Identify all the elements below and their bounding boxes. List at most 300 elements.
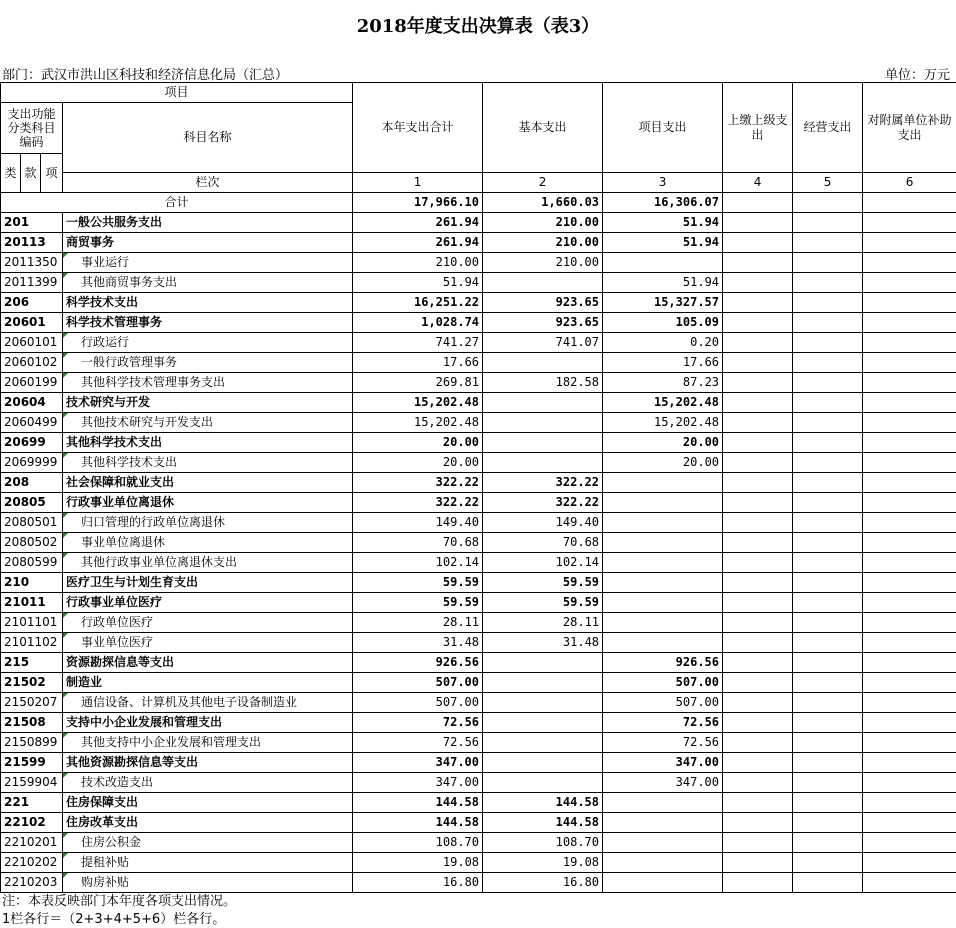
row-value-col3: 51.94	[603, 233, 723, 253]
table-row	[1, 673, 956, 693]
row-value-col6	[863, 453, 956, 473]
department-label: 部门：武汉市洪山区科技和经济信息化局（汇总）	[2, 68, 289, 83]
row-subject-name: 住房改革支出	[63, 813, 353, 833]
table-row	[1, 333, 956, 353]
lei-header: 类	[1, 154, 21, 193]
row-value-col2: 149.40	[483, 513, 603, 533]
row-value-col3: 0.20	[603, 333, 723, 353]
row-subject-name: 行政事业单位医疗	[63, 593, 353, 613]
row-value-col1: 72.56	[353, 733, 483, 753]
table-row	[1, 493, 956, 513]
note-line-1: 注：本表反映部门本年度各项支出情况。	[2, 894, 237, 909]
row-value-col1: 144.58	[353, 793, 483, 813]
row-value-col1: 144.58	[353, 813, 483, 833]
table-row	[1, 513, 956, 533]
row-value-col6	[863, 613, 956, 633]
row-value-col3	[603, 513, 723, 533]
row-value-col6	[863, 273, 956, 293]
total-label: 合计	[1, 193, 353, 213]
row-value-col5	[793, 413, 863, 433]
row-subject-name: 提租补贴	[63, 853, 353, 873]
row-value-col4	[723, 873, 793, 893]
row-value-col2: 19.08	[483, 853, 603, 873]
row-value-col5	[793, 253, 863, 273]
table-row	[1, 733, 956, 753]
row-subject-name: 其他支持中小企业发展和管理支出	[63, 733, 353, 753]
row-value-col1: 261.94	[353, 213, 483, 233]
table-row	[1, 353, 956, 373]
table-row	[1, 853, 956, 873]
row-value-col2: 182.58	[483, 373, 603, 393]
row-subject-name: 其他行政事业单位离退休支出	[63, 553, 353, 573]
table-row	[1, 473, 956, 493]
row-value-col2	[483, 453, 603, 473]
table-row	[1, 313, 956, 333]
row-value-col5	[793, 793, 863, 813]
row-value-col2: 31.48	[483, 633, 603, 653]
table-row	[1, 273, 956, 293]
code-header: 支出功能分类科目编码	[1, 103, 63, 154]
row-value-col4	[723, 273, 793, 293]
row-value-col6	[863, 233, 956, 253]
row-value-col5	[793, 573, 863, 593]
row-value-col3: 507.00	[603, 693, 723, 713]
row-value-col3: 15,202.48	[603, 413, 723, 433]
table-row	[1, 373, 956, 393]
row-value-col2: 59.59	[483, 573, 603, 593]
row-value-col1: 269.81	[353, 373, 483, 393]
row-value-col5	[793, 353, 863, 373]
row-value-col5	[793, 633, 863, 653]
table-row	[1, 833, 956, 853]
row-value-col1: 70.68	[353, 533, 483, 553]
row-value-col4	[723, 333, 793, 353]
row-value-col4	[723, 493, 793, 513]
row-value-col5	[793, 713, 863, 733]
row-value-col5	[793, 853, 863, 873]
row-value-col6	[863, 393, 956, 413]
row-subject-name: 其他资源勘探信息等支出	[63, 753, 353, 773]
row-value-col4	[723, 453, 793, 473]
row-code: 201	[1, 213, 63, 233]
row-value-col4	[723, 793, 793, 813]
row-code: 2150207	[1, 693, 63, 713]
row-value-col2	[483, 413, 603, 433]
row-code: 2060499	[1, 413, 63, 433]
row-value-col3: 72.56	[603, 713, 723, 733]
table-row	[1, 253, 956, 273]
row-value-col6	[863, 413, 956, 433]
row-value-col6	[863, 473, 956, 493]
row-value-col6	[863, 853, 956, 873]
row-value-col5	[793, 453, 863, 473]
row-value-col1: 19.08	[353, 853, 483, 873]
row-code: 2080599	[1, 553, 63, 573]
row-subject-name: 购房补贴	[63, 873, 353, 893]
row-value-col1: 741.27	[353, 333, 483, 353]
total-value-2: 1,660.03	[483, 193, 603, 213]
table-row	[1, 433, 956, 453]
table-row	[1, 553, 956, 573]
row-value-col4	[723, 233, 793, 253]
row-value-col3: 347.00	[603, 753, 723, 773]
row-code: 2210203	[1, 873, 63, 893]
row-value-col5	[793, 313, 863, 333]
row-value-col4	[723, 553, 793, 573]
total-value-1: 17,966.10	[353, 193, 483, 213]
row-code: 2060101	[1, 333, 63, 353]
table-row	[1, 293, 956, 313]
expenditure-table	[0, 82, 956, 893]
row-value-col5	[793, 233, 863, 253]
row-value-col4	[723, 773, 793, 793]
row-value-col4	[723, 393, 793, 413]
row-subject-name: 住房公积金	[63, 833, 353, 853]
row-code: 2210202	[1, 853, 63, 873]
row-value-col5	[793, 333, 863, 353]
row-value-col5	[793, 533, 863, 553]
row-value-col2	[483, 433, 603, 453]
row-value-col3	[603, 253, 723, 273]
row-code: 210	[1, 573, 63, 593]
row-value-col6	[863, 673, 956, 693]
row-value-col5	[793, 393, 863, 413]
row-value-col4	[723, 313, 793, 333]
row-code: 20805	[1, 493, 63, 513]
table-row	[1, 813, 956, 833]
row-value-col2: 322.22	[483, 493, 603, 513]
row-value-col1: 28.11	[353, 613, 483, 633]
row-value-col4	[723, 833, 793, 853]
row-value-col5	[793, 213, 863, 233]
row-subject-name: 住房保障支出	[63, 793, 353, 813]
row-subject-name: 制造业	[63, 673, 353, 693]
row-value-col1: 102.14	[353, 553, 483, 573]
row-value-col4	[723, 433, 793, 453]
row-value-col2: 210.00	[483, 233, 603, 253]
row-value-col1: 72.56	[353, 713, 483, 733]
row-value-col2: 210.00	[483, 253, 603, 273]
row-value-col5	[793, 653, 863, 673]
row-value-col6	[863, 213, 956, 233]
row-code: 2080502	[1, 533, 63, 553]
table-row	[1, 773, 956, 793]
row-code: 2011399	[1, 273, 63, 293]
row-value-col1: 16.80	[353, 873, 483, 893]
row-value-col1: 15,202.48	[353, 393, 483, 413]
row-subject-name: 行政单位医疗	[63, 613, 353, 633]
row-value-col1: 149.40	[353, 513, 483, 533]
row-value-col6	[863, 533, 956, 553]
row-value-col5	[793, 293, 863, 313]
row-value-col4	[723, 613, 793, 633]
table-row	[1, 573, 956, 593]
row-value-col5	[793, 813, 863, 833]
item-header: 项目	[1, 83, 353, 103]
row-value-col3	[603, 813, 723, 833]
row-subject-name: 医疗卫生与计划生育支出	[63, 573, 353, 593]
row-value-col2: 210.00	[483, 213, 603, 233]
row-value-col3	[603, 493, 723, 513]
col-num-1: 1	[353, 173, 483, 193]
col-header-3: 项目支出	[603, 83, 723, 173]
row-value-col3: 926.56	[603, 653, 723, 673]
row-value-col4	[723, 373, 793, 393]
row-value-col2: 144.58	[483, 793, 603, 813]
row-value-col5	[793, 593, 863, 613]
table-row	[1, 653, 956, 673]
row-code: 2069999	[1, 453, 63, 473]
table-row	[1, 533, 956, 553]
row-value-col6	[863, 373, 956, 393]
table-row	[1, 633, 956, 653]
row-value-col3: 20.00	[603, 453, 723, 473]
col-header-6: 对附属单位补助支出	[863, 83, 956, 173]
note-line-2: 1栏各行＝（2+3+4+5+6）栏各行。	[2, 912, 226, 927]
xiang-header: 项	[41, 154, 63, 193]
row-value-col4	[723, 653, 793, 673]
row-value-col6	[863, 293, 956, 313]
row-subject-name: 其他商贸事务支出	[63, 273, 353, 293]
col-num-6: 6	[863, 173, 956, 193]
row-value-col1: 16,251.22	[353, 293, 483, 313]
row-value-col2: 741.07	[483, 333, 603, 353]
row-code: 215	[1, 653, 63, 673]
row-subject-name: 行政事业单位离退休	[63, 493, 353, 513]
row-value-col3: 347.00	[603, 773, 723, 793]
row-code: 20601	[1, 313, 63, 333]
row-value-col4	[723, 413, 793, 433]
row-subject-name: 科学技术管理事务	[63, 313, 353, 333]
row-value-col4	[723, 853, 793, 873]
row-code: 2101101	[1, 613, 63, 633]
row-code: 221	[1, 793, 63, 813]
row-code: 20604	[1, 393, 63, 413]
table-row	[1, 593, 956, 613]
row-value-col5	[793, 673, 863, 693]
row-subject-name: 一般公共服务支出	[63, 213, 353, 233]
row-value-col3	[603, 553, 723, 573]
row-value-col1: 17.66	[353, 353, 483, 373]
row-value-col1: 20.00	[353, 453, 483, 473]
row-value-col3: 15,327.57	[603, 293, 723, 313]
row-value-col5	[793, 753, 863, 773]
row-value-col1: 926.56	[353, 653, 483, 673]
row-value-col6	[863, 653, 956, 673]
row-value-col3	[603, 573, 723, 593]
table-row	[1, 613, 956, 633]
row-value-col2: 28.11	[483, 613, 603, 633]
row-value-col4	[723, 513, 793, 533]
row-value-col6	[863, 753, 956, 773]
row-value-col6	[863, 793, 956, 813]
row-value-col2	[483, 753, 603, 773]
row-subject-name: 其他技术研究与开发支出	[63, 413, 353, 433]
table-row	[1, 793, 956, 813]
row-value-col2	[483, 693, 603, 713]
total-value-5	[793, 193, 863, 213]
row-subject-name: 事业单位离退休	[63, 533, 353, 553]
row-value-col1: 210.00	[353, 253, 483, 273]
row-subject-name: 其他科学技术支出	[63, 453, 353, 473]
row-subject-name: 商贸事务	[63, 233, 353, 253]
row-code: 206	[1, 293, 63, 313]
row-value-col5	[793, 273, 863, 293]
row-code: 21599	[1, 753, 63, 773]
row-value-col2	[483, 393, 603, 413]
row-value-col2: 70.68	[483, 533, 603, 553]
row-value-col5	[793, 493, 863, 513]
row-value-col2: 923.65	[483, 313, 603, 333]
row-value-col1: 1,028.74	[353, 313, 483, 333]
row-value-col5	[793, 513, 863, 533]
row-subject-name: 事业单位医疗	[63, 633, 353, 653]
page-title: 2018年度支出决算表（表3）	[356, 16, 600, 37]
table-row	[1, 233, 956, 253]
row-value-col2	[483, 773, 603, 793]
row-code: 21502	[1, 673, 63, 693]
row-subject-name: 事业运行	[63, 253, 353, 273]
row-value-col6	[863, 333, 956, 353]
row-value-col5	[793, 613, 863, 633]
row-value-col5	[793, 733, 863, 753]
row-value-col3	[603, 613, 723, 633]
row-value-col3: 87.23	[603, 373, 723, 393]
row-value-col1: 108.70	[353, 833, 483, 853]
unit-label: 单位：万元	[884, 68, 950, 83]
row-value-col5	[793, 693, 863, 713]
total-value-4	[723, 193, 793, 213]
row-value-col1: 322.22	[353, 473, 483, 493]
row-value-col1: 507.00	[353, 673, 483, 693]
row-code: 22102	[1, 813, 63, 833]
row-value-col4	[723, 573, 793, 593]
row-subject-name: 其他科学技术支出	[63, 433, 353, 453]
row-subject-name: 社会保障和就业支出	[63, 473, 353, 493]
row-value-col2	[483, 673, 603, 693]
row-value-col4	[723, 633, 793, 653]
row-value-col4	[723, 713, 793, 733]
col-header-2: 基本支出	[483, 83, 603, 173]
table-row	[1, 753, 956, 773]
row-value-col5	[793, 473, 863, 493]
row-value-col3	[603, 793, 723, 813]
row-code: 2210201	[1, 833, 63, 853]
row-value-col2	[483, 653, 603, 673]
row-value-col4	[723, 353, 793, 373]
kuan-header: 款	[21, 154, 41, 193]
row-value-col6	[863, 773, 956, 793]
table-row	[1, 693, 956, 713]
row-subject-name: 资源勘探信息等支出	[63, 653, 353, 673]
row-value-col2	[483, 353, 603, 373]
row-value-col3	[603, 853, 723, 873]
row-subject-name: 技术研究与开发	[63, 393, 353, 413]
row-value-col3	[603, 633, 723, 653]
row-value-col2	[483, 733, 603, 753]
row-code: 2011350	[1, 253, 63, 273]
row-value-col1: 31.48	[353, 633, 483, 653]
col-header-1: 本年支出合计	[353, 83, 483, 173]
row-value-col4	[723, 593, 793, 613]
row-value-col2	[483, 273, 603, 293]
row-value-col3: 72.56	[603, 733, 723, 753]
row-value-col4	[723, 533, 793, 553]
row-subject-name: 行政运行	[63, 333, 353, 353]
row-value-col1: 59.59	[353, 573, 483, 593]
col-header-5: 经营支出	[793, 83, 863, 173]
row-value-col5	[793, 873, 863, 893]
row-subject-name: 归口管理的行政单位离退休	[63, 513, 353, 533]
row-value-col3	[603, 533, 723, 553]
row-value-col4	[723, 813, 793, 833]
table-row	[1, 213, 956, 233]
row-value-col2: 16.80	[483, 873, 603, 893]
row-value-col1: 507.00	[353, 693, 483, 713]
row-value-col2: 59.59	[483, 593, 603, 613]
row-value-col6	[863, 433, 956, 453]
row-code: 2150899	[1, 733, 63, 753]
table-row	[1, 453, 956, 473]
row-value-col2: 144.58	[483, 813, 603, 833]
table-row	[1, 393, 956, 413]
row-value-col5	[793, 833, 863, 853]
row-value-col6	[863, 693, 956, 713]
row-value-col6	[863, 493, 956, 513]
row-code: 2101102	[1, 633, 63, 653]
row-subject-name: 支持中小企业发展和管理支出	[63, 713, 353, 733]
row-value-col3: 51.94	[603, 273, 723, 293]
row-value-col4	[723, 753, 793, 773]
row-value-col1: 20.00	[353, 433, 483, 453]
row-subject-name: 其他科学技术管理事务支出	[63, 373, 353, 393]
row-value-col3	[603, 593, 723, 613]
subject-name-header: 科目名称	[63, 103, 353, 173]
row-subject-name: 通信设备、计算机及其他电子设备制造业	[63, 693, 353, 713]
row-value-col4	[723, 693, 793, 713]
row-value-col6	[863, 633, 956, 653]
row-value-col1: 261.94	[353, 233, 483, 253]
row-value-col3	[603, 833, 723, 853]
row-value-col3: 51.94	[603, 213, 723, 233]
col-header-4: 上缴上级支出	[723, 83, 793, 173]
row-value-col2: 923.65	[483, 293, 603, 313]
row-code: 20113	[1, 233, 63, 253]
row-value-col2: 108.70	[483, 833, 603, 853]
lanci-label: 栏次	[63, 173, 353, 193]
row-value-col6	[863, 513, 956, 533]
row-value-col2: 322.22	[483, 473, 603, 493]
row-value-col5	[793, 373, 863, 393]
row-value-col4	[723, 213, 793, 233]
row-value-col5	[793, 553, 863, 573]
row-value-col3: 17.66	[603, 353, 723, 373]
row-value-col6	[863, 593, 956, 613]
row-value-col4	[723, 293, 793, 313]
table-row	[1, 413, 956, 433]
row-value-col1: 347.00	[353, 773, 483, 793]
row-value-col6	[863, 873, 956, 893]
row-code: 2060199	[1, 373, 63, 393]
row-code: 2159904	[1, 773, 63, 793]
row-subject-name: 技术改造支出	[63, 773, 353, 793]
total-value-3: 16,306.07	[603, 193, 723, 213]
row-value-col3: 15,202.48	[603, 393, 723, 413]
row-value-col4	[723, 673, 793, 693]
row-value-col6	[863, 733, 956, 753]
row-value-col6	[863, 553, 956, 573]
row-value-col1: 347.00	[353, 753, 483, 773]
